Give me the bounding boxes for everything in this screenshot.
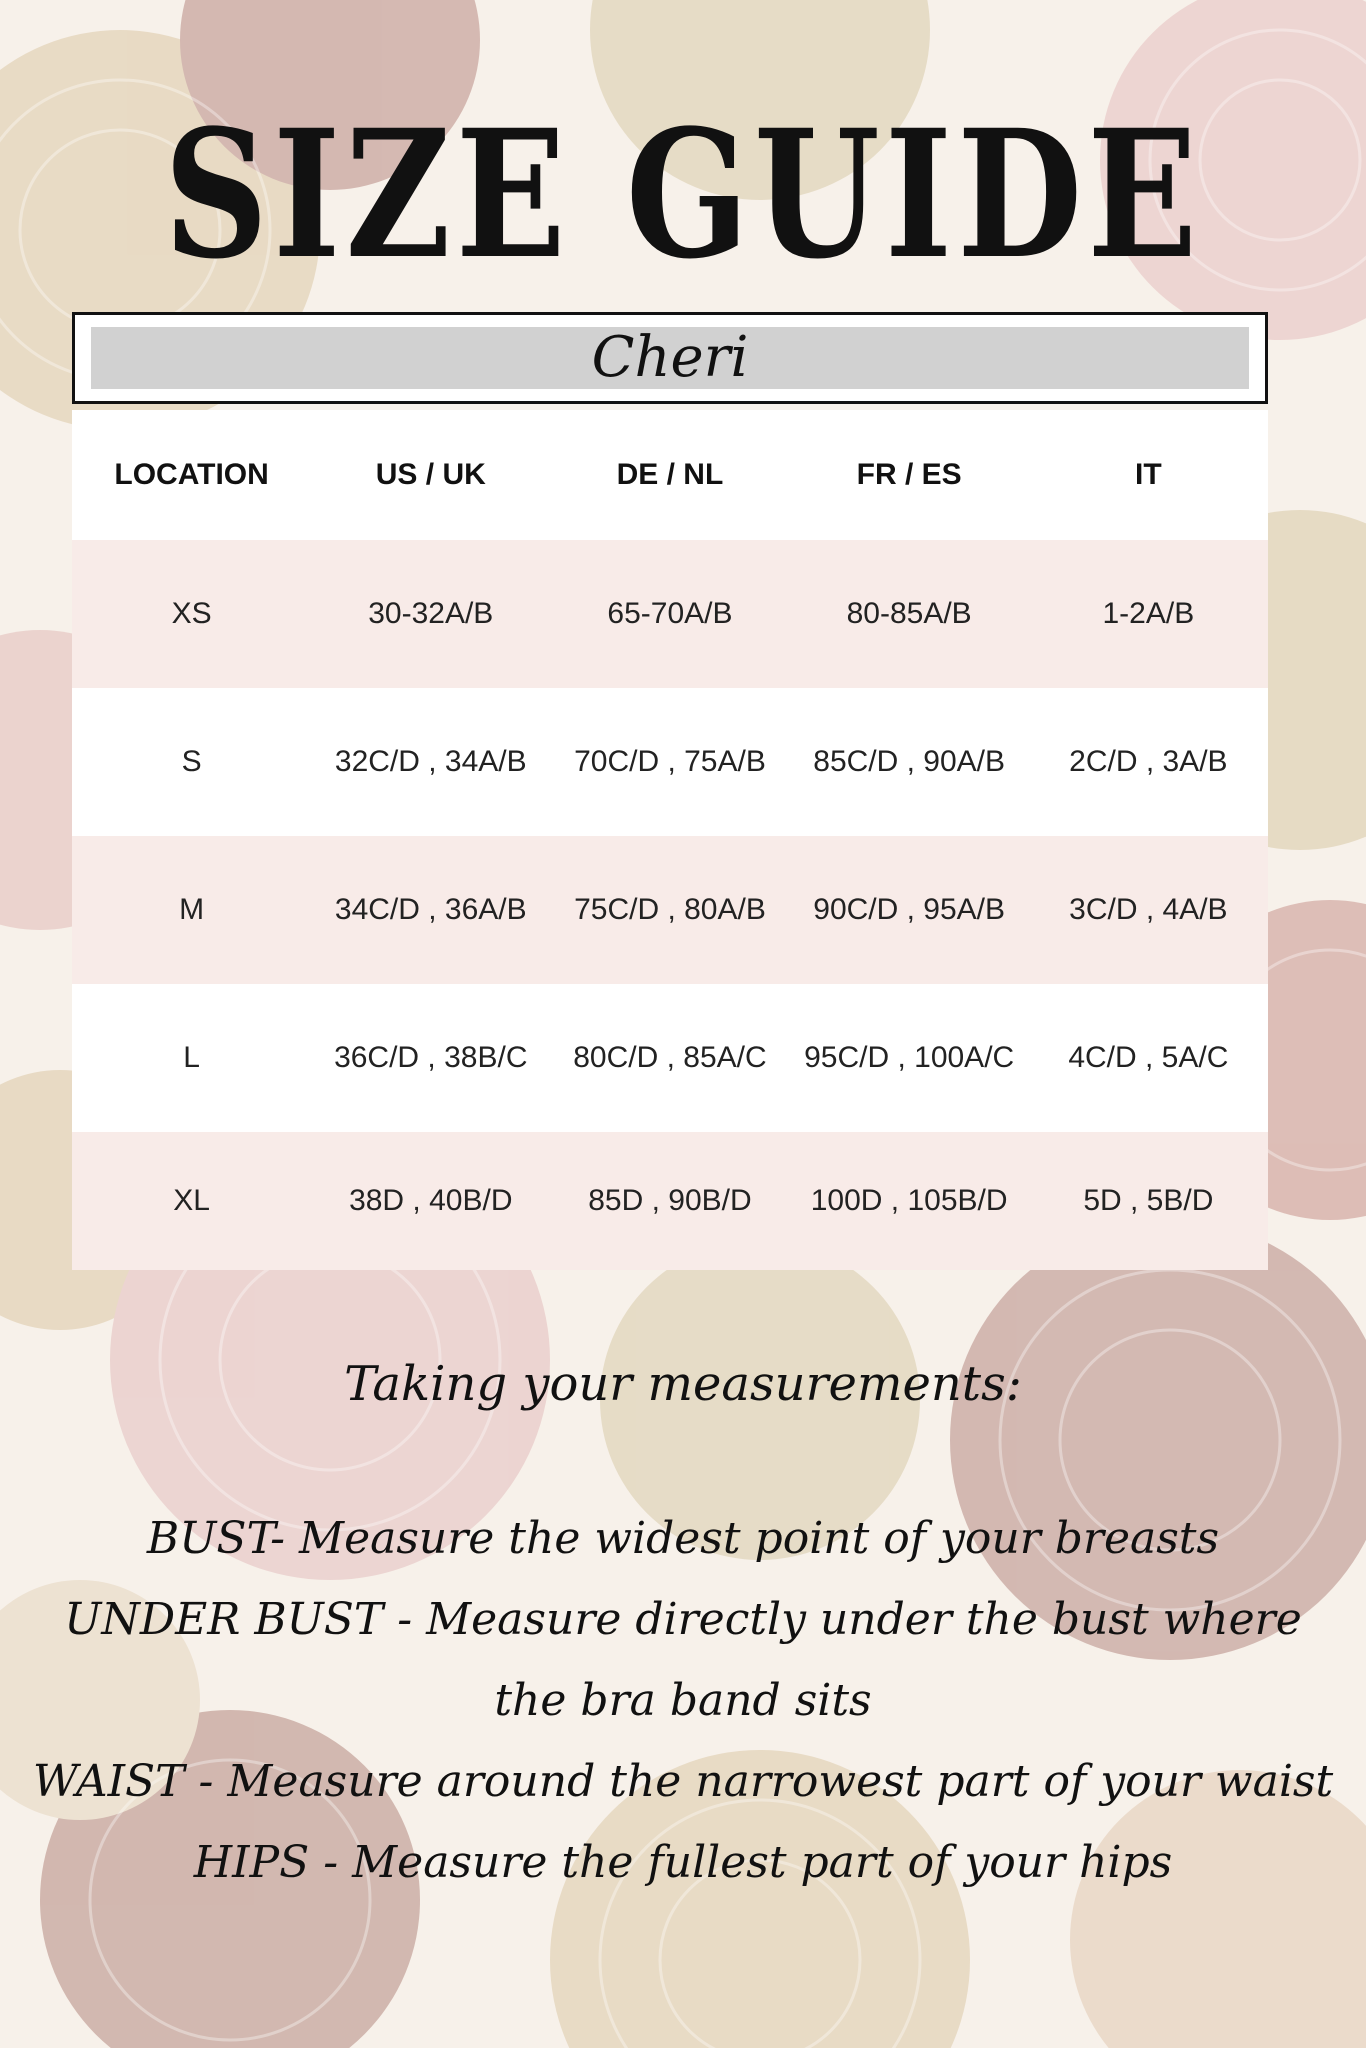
measurement-instructions <box>0 1330 1366 1903</box>
table-cell: 3C/D , 4A/B <box>1069 893 1228 926</box>
header-cell: LOCATION <box>114 458 269 491</box>
size-table <box>72 410 1268 1270</box>
table-cell: XL <box>173 1184 210 1217</box>
table-cell: 2C/D , 3A/B <box>1069 745 1228 778</box>
table-row <box>72 1132 1268 1270</box>
table-cell: 80-85A/B <box>846 597 972 630</box>
brand-banner <box>72 312 1268 404</box>
table-row <box>72 984 1268 1132</box>
header-cell: DE / NL <box>616 458 724 491</box>
measure-line-bust: BUST- Measure the widest point of your breasts <box>146 1513 1220 1564</box>
table-row <box>72 688 1268 836</box>
header-cell: US / UK <box>375 458 486 491</box>
table-cell: 1-2A/B <box>1102 597 1195 630</box>
measure-line-under-bust-cont: the bra band sits <box>494 1675 872 1726</box>
table-cell: XS <box>171 597 212 630</box>
header-cell: FR / ES <box>856 458 962 491</box>
table-cell: S <box>181 745 202 778</box>
table-cell: 36C/D , 38B/C <box>334 1041 528 1074</box>
table-cell: 95C/D , 100A/C <box>804 1041 1015 1074</box>
table-cell: 75C/D , 80A/B <box>574 893 766 926</box>
table-cell: 85D , 90B/D <box>588 1184 752 1217</box>
table-cell: 65-70A/B <box>607 597 733 630</box>
table-cell: 85C/D , 90A/B <box>813 745 1006 778</box>
table-cell: 5D , 5B/D <box>1083 1184 1214 1217</box>
table-cell: 32C/D , 34A/B <box>334 745 527 778</box>
table-cell: M <box>179 893 205 926</box>
measure-line-under-bust: UNDER BUST - Measure directly under the bust where <box>64 1594 1302 1645</box>
measurements-heading: Taking your measurements: <box>344 1356 1022 1412</box>
table-cell: L <box>183 1041 200 1074</box>
measure-line-hips: HIPS - Measure the fullest part of your hips <box>193 1837 1173 1888</box>
header-cell: IT <box>1135 458 1162 491</box>
page-title: SIZE GUIDE <box>163 91 1203 298</box>
table-row <box>72 836 1268 984</box>
table-cell: 100D , 105B/D <box>810 1184 1008 1217</box>
table-cell: 34C/D , 36A/B <box>334 893 527 926</box>
table-row <box>72 540 1268 688</box>
table-cell: 70C/D , 75A/B <box>574 745 766 778</box>
table-header-row <box>72 410 1268 540</box>
table-cell: 80C/D , 85A/C <box>573 1041 767 1074</box>
table-cell: 4C/D , 5A/C <box>1068 1041 1229 1074</box>
measure-line-waist: WAIST - Measure around the narrowest part of your waist <box>32 1756 1334 1807</box>
table-cell: 90C/D , 95A/B <box>813 893 1006 926</box>
table-cell: 30-32A/B <box>368 597 494 630</box>
brand-name: Cheri <box>91 327 1249 389</box>
table-cell: 38D , 40B/D <box>349 1184 513 1217</box>
